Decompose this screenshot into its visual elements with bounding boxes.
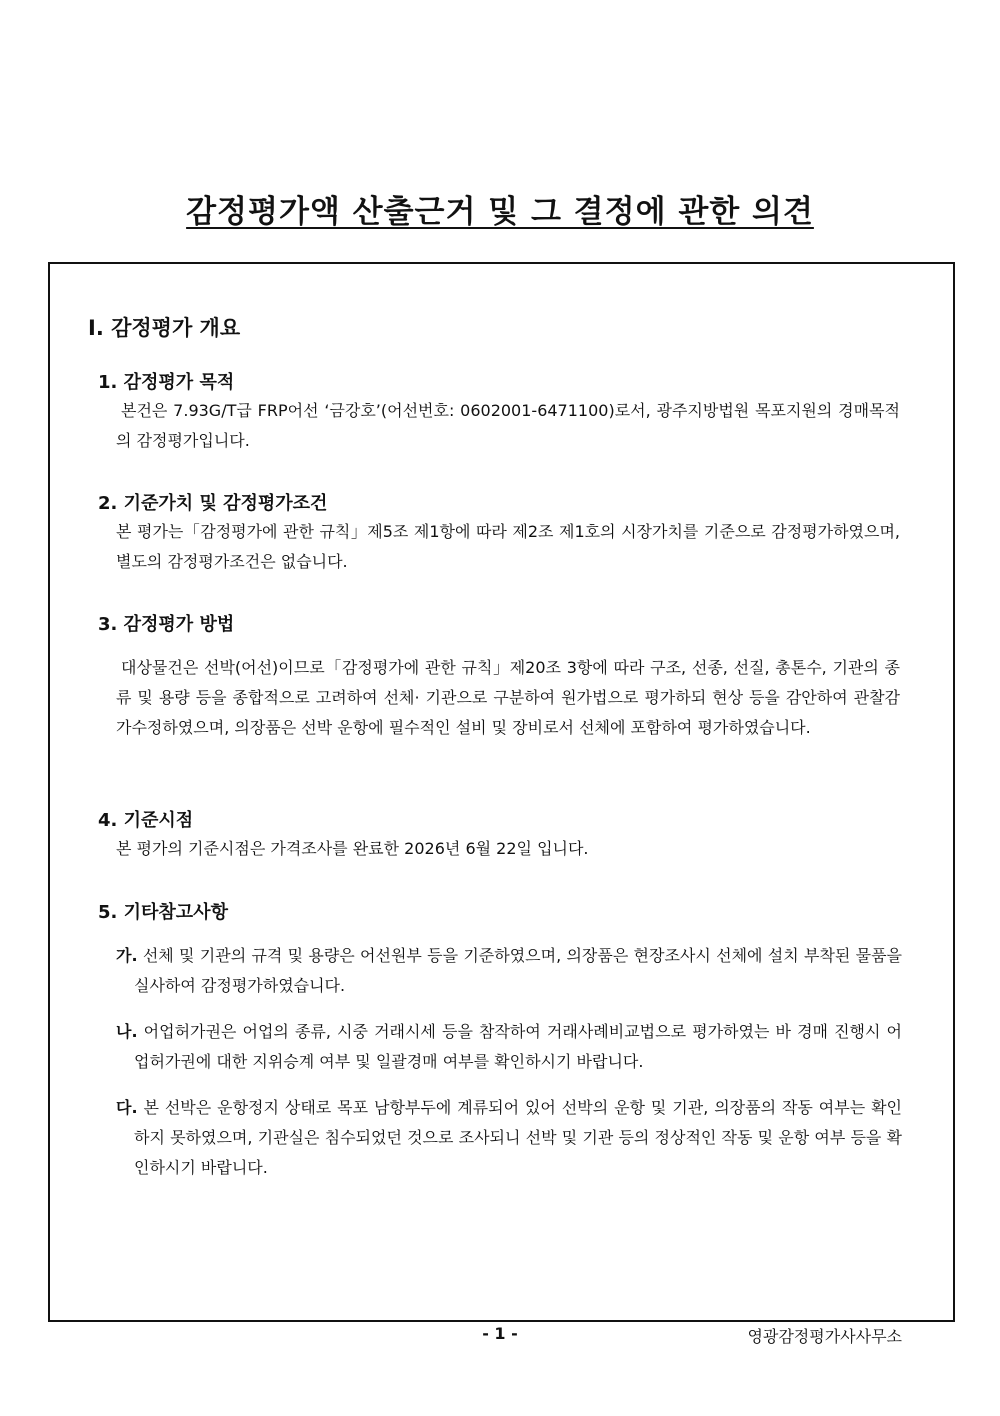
- subsection-heading-purpose: 1. 감정평가 목적: [98, 372, 235, 393]
- note-item-da: [116, 1093, 902, 1183]
- subsection-heading-method: 3. 감정평가 방법: [98, 614, 235, 635]
- note-text: 본 선박은 운항정지 상태로 목포 남항부두에 계류되어 있어 선박의 운항 및 기관, 의장품의 작동 여부는 확인하지 못하였으며, 기관실은 침수되었던 것으로 조사되니 선박 및 기관 등의 정상적인 작동 및 운항 여부 등을 확인하시기 바랍니다.: [134, 1098, 902, 1177]
- paragraph-value-basis: 본 평가는「감정평가에 관한 규칙」제5조 제1항에 따라 제2조 제1호의 시장가치를 기준으로 감정평가하였으며, 별도의 감정평가조건은 없습니다.: [116, 522, 900, 571]
- document-title-text: 감정평가액 산출근거 및 그 결정에 관한 의견: [186, 194, 814, 230]
- note-marker: 가.: [116, 946, 138, 965]
- note-text: 선체 및 기관의 규격 및 용량은 어선원부 등을 기준하였으며, 의장품은 현장조사시 선체에 설치 부착된 물품을 실사하여 감정평가하였습니다.: [134, 946, 902, 995]
- note-marker: 나.: [116, 1022, 138, 1041]
- note-marker: 다.: [116, 1098, 138, 1117]
- note-item-ga: [116, 941, 902, 1001]
- subsection-heading-base-date: 4. 기준시점: [98, 810, 194, 831]
- paragraph-purpose: 본건은 7.93G/T급 FRP어선 ‘금강호’(어선번호: 0602001-6471100)로서, 광주지방법원 목포지원의 경매목적의 감정평가입니다.: [116, 401, 900, 450]
- note-item-na: [116, 1017, 902, 1077]
- subsection-heading-value-basis: 2. 기준가치 및 감정평가조건: [98, 493, 328, 514]
- section-heading: Ⅰ. 감정평가 개요: [88, 316, 241, 340]
- note-text: 어업허가권은 어업의 종류, 시중 거래시세 등을 참작하여 거래사례비교법으로 평가하였는 바 경매 진행시 어업허가권에 대한 지위승계 여부 및 일괄경매 여부를 확인하시기 바랍니다.: [134, 1022, 902, 1071]
- office-name: 영광감정평가사사무소: [747, 1327, 902, 1346]
- paragraph-base-date: 본 평가의 기준시점은 가격조사를 완료한 2026년 6월 22일 입니다.: [116, 839, 589, 858]
- subsection-heading-other-notes: 5. 기타참고사항: [98, 902, 228, 923]
- page-number: - 1 -: [482, 1324, 518, 1343]
- paragraph-method: 대상물건은 선박(어선)이므로「감정평가에 관한 규칙」제20조 3항에 따라 구조, 선종, 선질, 총톤수, 기관의 종류 및 용량 등을 종합적으로 고려하여 선체· 기관으로 구분하여 원가법으로 평가하되 현상 등을 감안하여 관찰감가수정하였으며, 의장품은 선박 운항에 필수적인 설비 및 장비로서 선체에 포함하여 평가하였습니다.: [116, 658, 900, 737]
- document-title: [0, 186, 1000, 231]
